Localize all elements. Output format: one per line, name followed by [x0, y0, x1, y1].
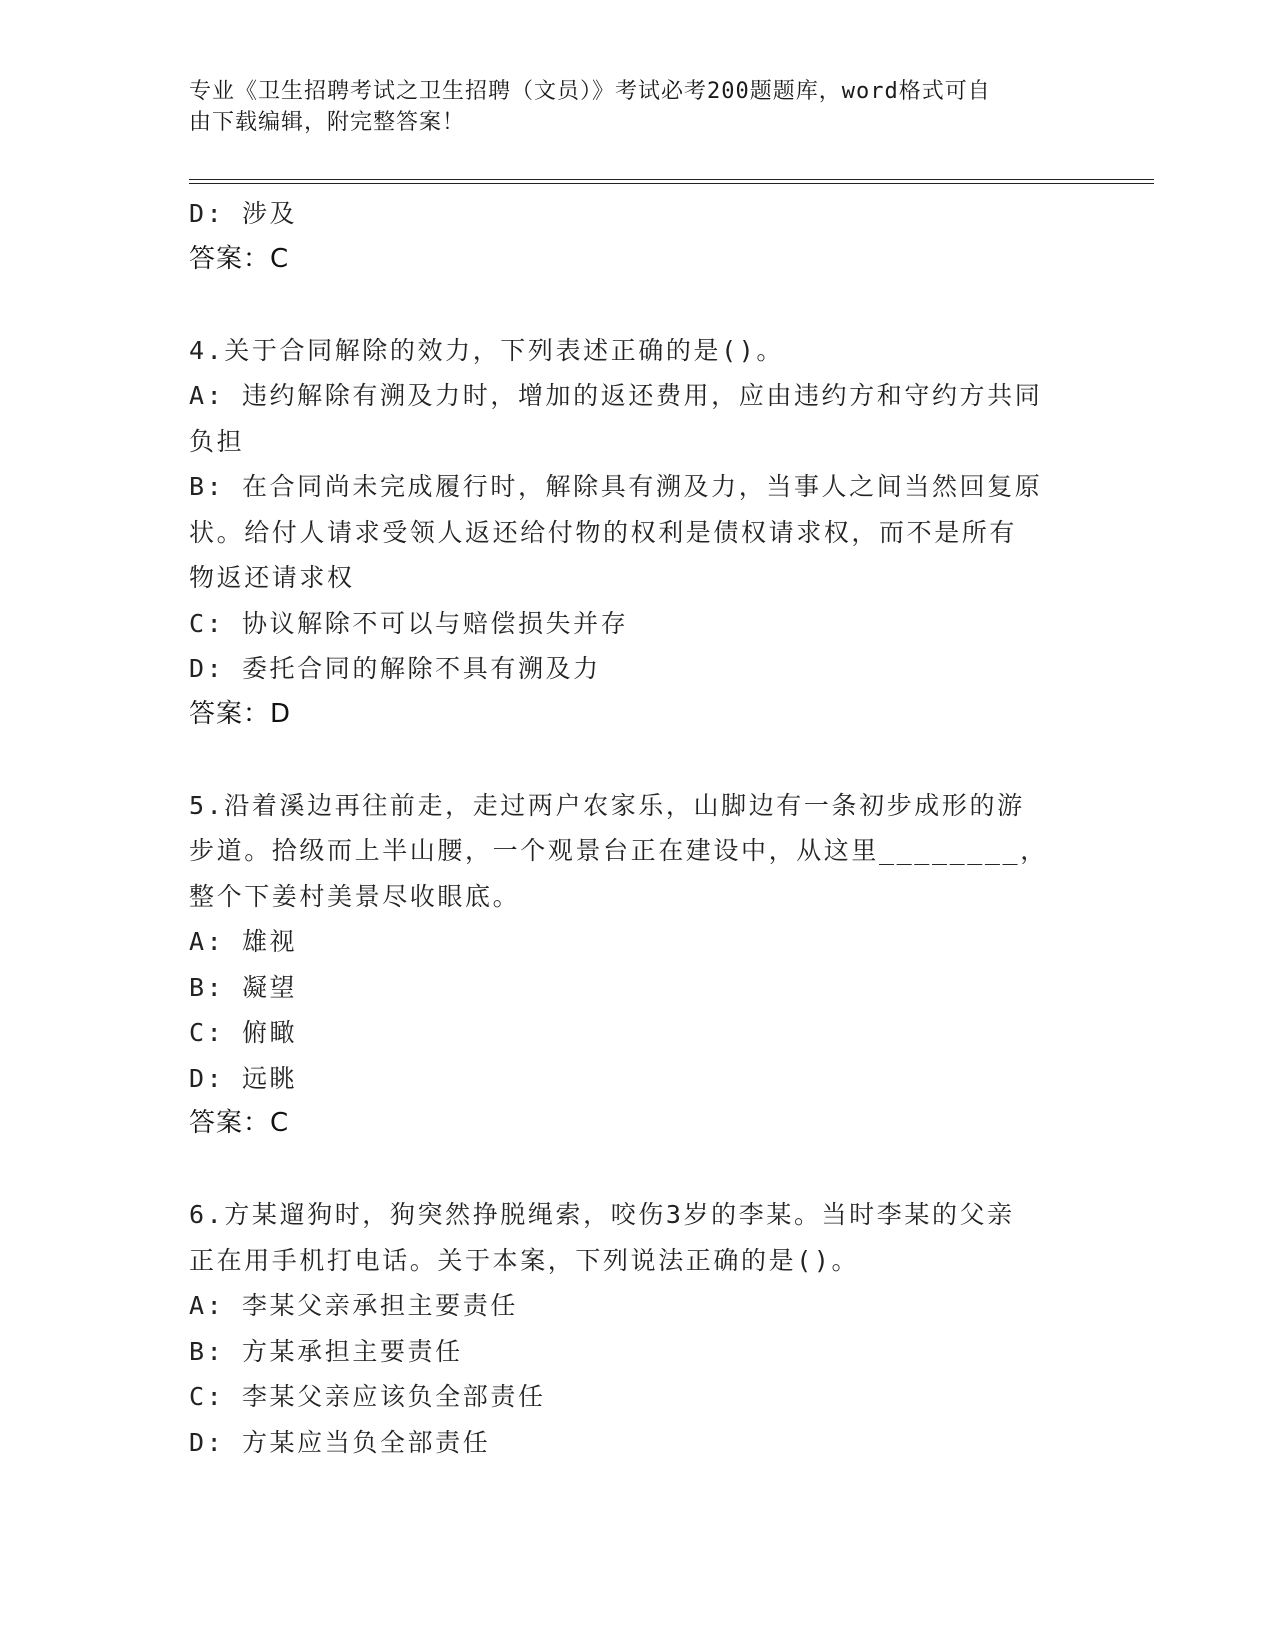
option-b: B: 凝望 [189, 972, 298, 1002]
header-line-1: 专业《卫生招聘考试之卫生招聘（文员）》考试必考200题题库，word格式可自 [189, 79, 991, 104]
option-d: D: 委托合同的解除不具有溯及力 [189, 654, 601, 683]
option-b: B: 方某承担主要责任 [189, 1336, 463, 1366]
question-4 [189, 328, 1089, 738]
question-stem: 5.沿着溪边再往前走，走过两户农家乐，山脚边有一条初步成形的游 [189, 790, 1025, 820]
option-d: D: 方某应当负全部责任 [189, 1427, 491, 1457]
spacer [189, 737, 1089, 783]
answer: 答案：C [189, 243, 290, 274]
question-stem-continued-2: 整个下姜村美景尽收眼底。 [189, 881, 521, 911]
option-c: C: 俯瞰 [189, 1018, 298, 1047]
header-divider-top [189, 179, 1154, 180]
header-divider-bottom [189, 183, 1154, 184]
option-a: A: 李某父亲承担主要责任 [189, 1291, 518, 1320]
question-stem-continued: 正在用手机打电话。关于本案，下列说法正确的是()。 [189, 1245, 860, 1275]
question-list [189, 191, 1089, 1465]
option-a-continued: 负担 [189, 426, 245, 456]
option-d: D: 远眺 [189, 1063, 298, 1093]
option-c: C: 李某父亲应该负全部责任 [189, 1382, 546, 1411]
question-3-tail [189, 191, 1089, 282]
answer: 答案：D [189, 698, 292, 729]
option-b-continued: 状。给付人请求受领人返还给付物的权利是债权请求权，而不是所有 [189, 517, 1018, 547]
spacer [189, 1147, 1089, 1193]
spacer [189, 282, 1089, 328]
question-stem: 6.方某遛狗时，狗突然挣脱绳索，咬伤3岁的李某。当时李某的父亲 [189, 1200, 1015, 1229]
option-c: C: 协议解除不可以与赔偿损失并存 [189, 608, 629, 638]
question-stem: 4.关于合同解除的效力，下列表述正确的是()。 [189, 335, 785, 365]
question-stem-continued: 步道。拾级而上半山腰，一个观景台正在建设中，从这里________， [189, 836, 1048, 865]
question-6 [189, 1192, 1089, 1465]
answer: 答案：C [189, 1108, 290, 1138]
option-a: A: 违约解除有溯及力时，增加的返还费用，应由违约方和守约方共同 [189, 381, 1043, 410]
document-header [189, 76, 1069, 138]
option-b-continued-2: 物返还请求权 [189, 563, 355, 592]
question-5 [189, 783, 1089, 1147]
option-a: A: 雄视 [189, 927, 298, 956]
option-d: D: 涉及 [189, 199, 298, 228]
header-line-2: 由下载编辑，附完整答案！ [189, 110, 466, 135]
option-b: B: 在合同尚未完成履行时，解除具有溯及力，当事人之间当然回复原 [189, 472, 1043, 501]
